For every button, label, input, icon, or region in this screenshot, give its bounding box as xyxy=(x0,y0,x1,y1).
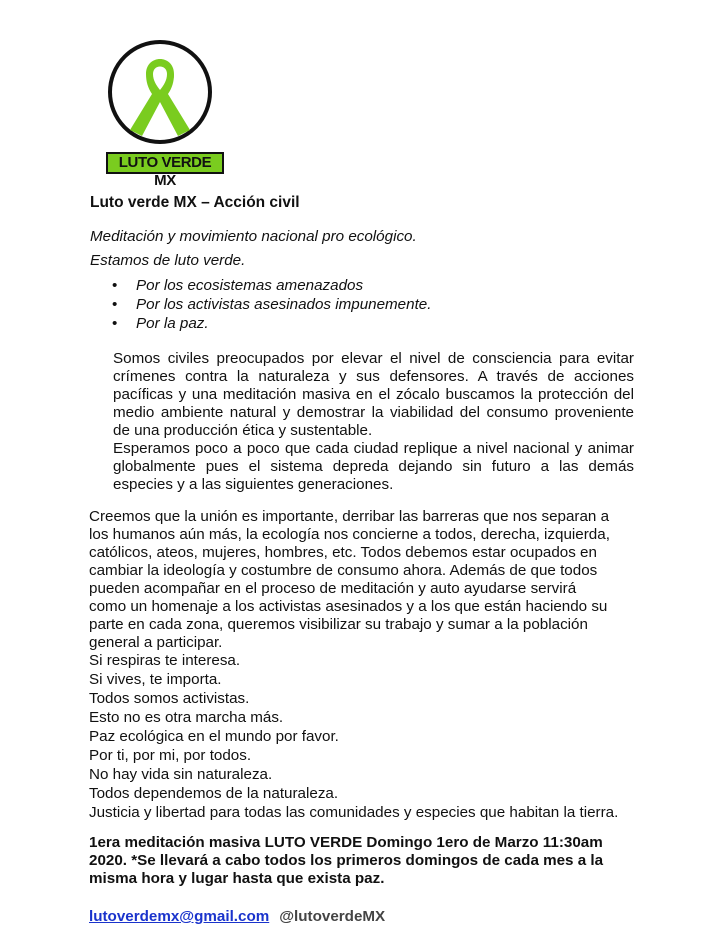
bullet-icon: • xyxy=(112,315,118,332)
paragraph-mission: Somos civiles preocupados por elevar el nivel de consciencia para evitar crímenes contra la naturaleza y sus defensores. A través de acciones pacíficas y una meditación masiva en el zócalo buscamos la protección del medio ambiente natural y demostrar la viabilidad del consumo proveniente de una producción ética y sustentable. xyxy=(113,350,634,439)
email-link[interactable]: lutoverdemx@gmail.com xyxy=(89,908,270,925)
document-title: Luto verde MX – Acción civil xyxy=(90,194,300,211)
list-item: • Por los ecosistemas amenazados xyxy=(112,277,364,294)
paragraph-unity: Creemos que la unión es importante, derribar las barreras que nos separan a los humanos aún más, la ecología nos concierne a todos, derecha, izquierda, católicos, ateos, mujeres, hombres, etc. Todos debemos estar ocupados en cambiar la ideología y costumbre de consumo ahora. Además de que todos pueden acompañar en el proceso de meditación y auto ayudarse servirá como un homenaje a los activistas asesinados y a los que están haciendo su parte en cada zona, queremos visibilizar su trabajo y sumar a la población general a participar. xyxy=(89,508,610,651)
list-item: Por ti, por mi, por todos. xyxy=(89,747,252,764)
luto-verde-logo xyxy=(102,40,228,189)
green-ribbon-icon xyxy=(102,40,228,152)
list-item: Todos somos activistas. xyxy=(89,690,250,707)
list-item: Esto no es otra marcha más. xyxy=(89,709,284,726)
reasons-list xyxy=(112,277,431,334)
list-item: No hay vida sin naturaleza. xyxy=(89,766,273,783)
mourning-statement: Estamos de luto verde. xyxy=(90,252,246,269)
subtitle: Meditación y movimiento nacional pro ecológico. xyxy=(90,228,417,245)
list-item: Si vives, te importa. xyxy=(89,671,222,688)
event-announcement: 1era meditación masiva LUTO VERDE Domingo 1ero de Marzo 11:30am 2020. *Se llevará a cabo todos los primeros domingos de cada mes a la misma hora y lugar hasta que exista paz. xyxy=(89,834,604,887)
contact-line xyxy=(89,908,385,926)
bullet-icon: • xyxy=(112,277,118,294)
list-item: • Por la paz. xyxy=(112,315,209,332)
social-handle: @lutoverdeMX xyxy=(279,908,386,925)
list-item: Si respiras te interesa. xyxy=(89,652,241,669)
bullet-icon: • xyxy=(112,296,118,313)
list-item: • Por los activistas asesinados impunemente. xyxy=(112,296,432,313)
list-item: Todos dependemos de la naturaleza. xyxy=(89,785,339,802)
slogans-list xyxy=(89,652,618,823)
list-item: Justicia y libertad para todas las comunidades y especies que habitan la tierra. xyxy=(89,804,619,821)
list-item: Paz ecológica en el mundo por favor. xyxy=(89,728,339,745)
paragraph-hope: Esperamos poco a poco que cada ciudad replique a nivel nacional y animar globalmente pues el sistema depreda dejando sin futuro a las demás especies y a las siguientes generaciones. xyxy=(113,440,634,493)
logo-label: LUTO VERDE MX xyxy=(106,152,224,174)
